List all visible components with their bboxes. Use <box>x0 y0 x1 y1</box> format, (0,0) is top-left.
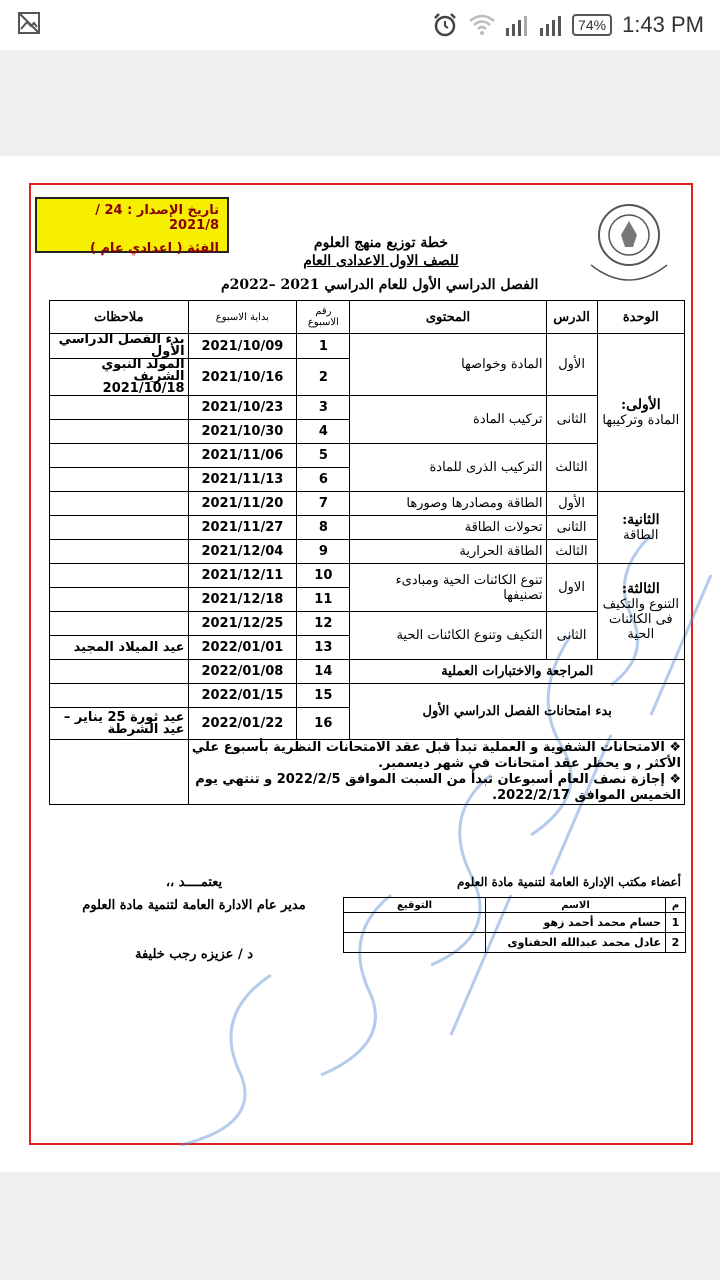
week-date: 2022/01/01 <box>188 636 297 660</box>
director-name: د / عزيزه رجب خليفة <box>134 947 254 962</box>
week-no: 1 <box>297 334 350 359</box>
week-note <box>50 588 189 612</box>
member-name: حسام محمد أحمد زهو <box>486 913 666 933</box>
week-date: 2021/10/30 <box>188 420 297 444</box>
week-note: عيد الميلاد المجيد <box>50 636 189 660</box>
members-header-name: الاسم <box>486 898 666 913</box>
week-no: 11 <box>297 588 350 612</box>
week-note <box>50 684 189 708</box>
week-date: 2022/01/15 <box>188 684 297 708</box>
content-cell: تركيب المادة <box>350 396 546 444</box>
week-no: 6 <box>297 468 350 492</box>
week-date: 2022/01/08 <box>188 660 297 684</box>
week-note <box>50 492 189 516</box>
week-date: 2021/12/11 <box>188 564 297 588</box>
week-note <box>50 396 189 420</box>
content-cell: تنوع الكائنات الحية ومبادىء تصنيفها <box>350 564 546 612</box>
note-item: ❖ الامتحانات الشفوية و العملية تبدأ قبل عقد الامتحانات النظرية بأسبوع علي الأكثر , و يحظر عقد امتحانات في شهر ديسمبر. <box>191 740 681 771</box>
content-cell: التركيب الذرى للمادة <box>350 444 546 492</box>
header-lesson: الدرس <box>546 301 597 334</box>
week-note: عيد ثورة 25 يناير – عيد الشرطة <box>50 708 189 740</box>
header-notes: ملاحظات <box>50 301 189 334</box>
week-no: 8 <box>297 516 350 540</box>
week-date: 2021/11/13 <box>188 468 297 492</box>
lesson-cell: الثالث <box>546 444 597 492</box>
bottom-bar <box>0 1172 720 1280</box>
members-title: أعضاء مكتب الإدارة العامة لتنمية مادة العلوم <box>457 875 681 889</box>
week-date: 2021/11/27 <box>188 516 297 540</box>
unit-1 <box>597 334 684 492</box>
notes-empty-cell <box>50 740 189 805</box>
document-page <box>29 183 693 1145</box>
week-no: 16 <box>297 708 350 740</box>
week-note <box>50 540 189 564</box>
members-table <box>343 897 686 953</box>
member-no: 2 <box>666 933 686 953</box>
member-signature <box>344 913 486 933</box>
week-date: 2021/10/09 <box>188 334 297 359</box>
member-name: عادل محمد عبدالله الحفناوى <box>486 933 666 953</box>
week-no: 2 <box>297 359 350 396</box>
lesson-cell: الثالث <box>546 540 597 564</box>
ministry-logo <box>581 195 677 291</box>
unit-2-name: الثانية: <box>622 512 660 528</box>
members-header-no: م <box>666 898 686 913</box>
exam-row: بدء امتحانات الفصل الدراسي الأول <box>350 684 685 740</box>
unit-2-sub: الطاقة <box>623 528 659 543</box>
week-no: 12 <box>297 612 350 636</box>
week-no: 5 <box>297 444 350 468</box>
week-date: 2021/11/06 <box>188 444 297 468</box>
lesson-cell: الثانى <box>546 516 597 540</box>
unit-3-name: الثالثة: <box>621 581 660 597</box>
title-line2: للصف الاول الاعدادى العام <box>303 253 459 269</box>
director-title: مدير عام الادارة العامة لتنمية مادة العلوم <box>82 898 306 913</box>
notes-cell <box>188 740 684 805</box>
wifi-icon <box>468 13 496 37</box>
document-titles <box>221 235 541 269</box>
signal-icon <box>506 14 530 36</box>
approval-label: يعتمــــد ،، <box>165 875 223 890</box>
lesson-cell: الثانى <box>546 612 597 660</box>
lesson-cell: الأول <box>546 492 597 516</box>
title-line3: الفصل الدراسي الأول للعام الدراسي 2021 –2022م <box>221 277 539 293</box>
unit-1-sub: المادة وتركيبها <box>602 413 680 428</box>
title-line1: خطة توزيع منهج العلوم <box>313 235 449 251</box>
week-no: 13 <box>297 636 350 660</box>
week-no: 4 <box>297 420 350 444</box>
week-no: 10 <box>297 564 350 588</box>
week-date: 2021/10/23 <box>188 396 297 420</box>
members-header-signature: التوقيع <box>344 898 486 913</box>
header-week-start: بداية الاسبوع <box>188 301 297 334</box>
week-no: 15 <box>297 684 350 708</box>
unit-1-name: الأولى: <box>620 397 661 413</box>
week-note <box>50 564 189 588</box>
image-icon <box>18 12 40 34</box>
week-date: 2021/10/16 <box>188 359 297 396</box>
unit-3-sub: التنوع والتكيف فى الكائنات الحية <box>602 597 679 642</box>
member-no: 1 <box>666 913 686 933</box>
lesson-cell: الأول <box>546 334 597 396</box>
note-item: ❖ إجازة نصف العام أسبوعان تبدأ من السبت الموافق 2022/2/5 و تنتهي يوم الخميس الموافق 2022/2/17. <box>195 772 681 803</box>
unit-2 <box>597 492 684 564</box>
lesson-cell: الاول <box>546 564 597 612</box>
clock: 1:43 PM <box>622 12 704 37</box>
week-date: 2021/11/20 <box>188 492 297 516</box>
header-unit: الوحدة <box>597 301 684 334</box>
week-note <box>50 612 189 636</box>
unit-3 <box>597 564 684 660</box>
week-no: 9 <box>297 540 350 564</box>
week-date: 2021/12/18 <box>188 588 297 612</box>
issue-date: تاريخ الإصدار : 24 / 2021/8 <box>95 203 219 233</box>
content-cell: التكيف وتنوع الكائنات الحية <box>350 612 546 660</box>
content-cell: الطاقة ومصادرها وصورها <box>350 492 546 516</box>
week-note <box>50 660 189 684</box>
content-cell: تحولات الطاقة <box>350 516 546 540</box>
week-date: 2022/01/22 <box>188 708 297 740</box>
alarm-icon <box>432 12 458 38</box>
week-note <box>50 468 189 492</box>
approval-block <box>49 875 339 962</box>
battery-indicator: 74% <box>572 14 612 36</box>
top-bar <box>0 50 720 156</box>
category-label: الفئة ( اعدادي عام ) <box>89 241 219 256</box>
content-cell: المادة وخواصها <box>350 334 546 396</box>
week-date: 2021/12/04 <box>188 540 297 564</box>
week-note <box>50 516 189 540</box>
lesson-cell: الثانى <box>546 396 597 444</box>
header-week-no: رقم الاسبوع <box>297 301 350 334</box>
member-signature <box>344 933 486 953</box>
week-note <box>50 444 189 468</box>
review-row: المراجعة والاختبارات العملية <box>350 660 685 684</box>
week-no: 7 <box>297 492 350 516</box>
header-content: المحتوى <box>350 301 546 334</box>
week-no: 14 <box>297 660 350 684</box>
week-note: المولد النبوي الشريف 2021/10/18 <box>50 359 189 396</box>
issue-info-box <box>35 197 229 256</box>
week-no: 3 <box>297 396 350 420</box>
content-cell: الطاقة الحرارية <box>350 540 546 564</box>
week-note <box>50 420 189 444</box>
signal-icon-2 <box>540 14 562 36</box>
curriculum-table <box>49 300 685 805</box>
status-bar <box>0 0 720 50</box>
week-date: 2021/12/25 <box>188 612 297 636</box>
week-note: بدء الفصل الدراسي الأول <box>50 334 189 359</box>
